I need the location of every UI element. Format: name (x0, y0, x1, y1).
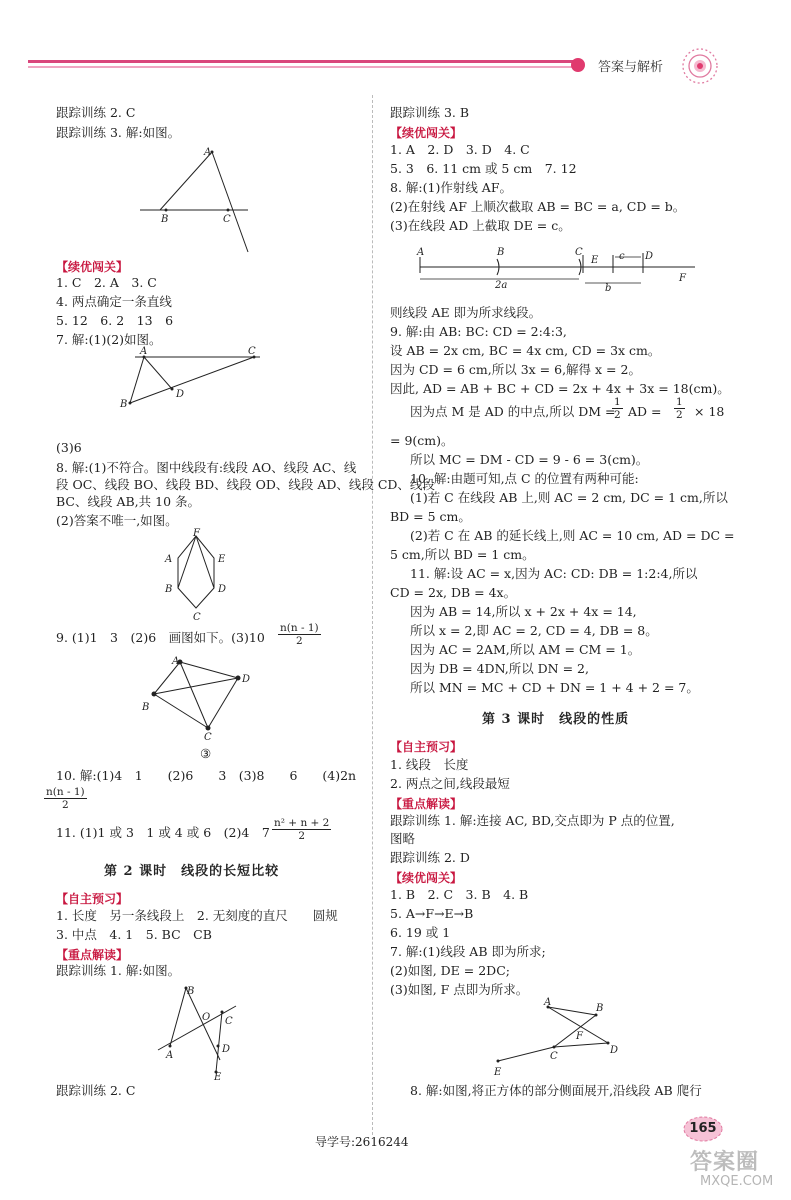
answer-line: 因为 AB = 14,所以 x + 2x + 4x = 14, (410, 604, 637, 619)
answer-line: 跟踪训练 2. C (56, 1083, 136, 1098)
svg-text:2a: 2a (495, 280, 508, 291)
answer-line: 跟踪训练 3. 解:如图。 (56, 125, 181, 140)
svg-text:C: C (225, 1016, 233, 1027)
answer-line: 3. 中点 4. 1 5. BC CB (56, 927, 212, 942)
figure-label: ③ (200, 746, 212, 761)
section-tag: 【续优闯关】 (390, 126, 463, 140)
answer-line: 8. 解:(1)作射线 AF。 (390, 180, 512, 195)
svg-text:A: A (140, 346, 148, 357)
fraction: $\frac{1}{2}$ (676, 396, 683, 421)
answer-line: (2)若 C 在 AB 的延长线上,则 AC = 10 cm, AD = DC = (410, 528, 735, 543)
svg-text:b: b (605, 283, 612, 293)
answer-line: BC、线段 AB,共 10 条。 (56, 494, 200, 509)
section-tag: 【重点解读】 (56, 948, 129, 962)
answer-line: 跟踪训练 1. 解:连接 AC, BD,交点即为 P 点的位置, (390, 813, 675, 828)
watermark-url: MXQE.COM (700, 1174, 774, 1189)
lesson-heading: 第 3 课时 线段的性质 (482, 712, 630, 727)
answer-line: (3)6 (56, 440, 82, 455)
svg-text:D: D (242, 674, 251, 685)
svg-text:B: B (161, 214, 169, 225)
section-tag: 【自主预习】 (56, 892, 129, 906)
svg-text:B: B (142, 702, 150, 713)
answer-line: 4. 两点确定一条直线 (56, 294, 172, 309)
svg-text:D: D (176, 389, 185, 400)
svg-text:B: B (187, 986, 195, 997)
fraction: $\frac{n(n - 1)}{2}$ (46, 786, 85, 811)
flower-logo-icon (678, 44, 722, 88)
svg-text:F: F (576, 1031, 583, 1042)
answer-line: 跟踪训练 3. B (390, 105, 470, 120)
triangle-figure (130, 140, 270, 255)
answer-line: (1)若 C 在线段 AB 上,则 AC = 2 cm, DC = 1 cm,所以 (410, 490, 728, 505)
answer-line: 设 AB = 2x cm, BC = 4x cm, CD = 3x cm。 (390, 343, 661, 358)
svg-text:E: E (591, 255, 599, 266)
svg-text:B: B (596, 1003, 604, 1014)
answer-line: 因此, AD = AB + BC + CD = 2x + 4x + 3x = 18(cm)。 (390, 381, 730, 396)
answer-line: 8. 解:(1)不符合。图中线段有:线段 AO、线段 AC、线 (56, 460, 357, 475)
answer-line: 因为 AC = 2AM,所以 AM = CM = 1。 (410, 642, 641, 657)
guide-number: 导学号:2616244 (315, 1135, 409, 1149)
svg-text:C: C (575, 247, 583, 258)
hexagon-figure (160, 528, 235, 620)
answer-line: 跟踪训练 1. 解:如图。 (56, 963, 181, 978)
answer-line: 11. (1)1 或 3 1 或 4 或 6 (2)4 7 (56, 825, 270, 840)
answer-line: (2)如图, DE = 2DC; (390, 963, 510, 978)
answer-line: 段 OC、线段 BO、线段 BD、线段 OD、线段 AD、线段 CD、线段 (56, 477, 435, 492)
header-title: 答案与解析 (598, 60, 664, 75)
page-number: 165 (689, 1121, 717, 1136)
answer-line: 5 cm,所以 BD = 1 cm。 (390, 547, 535, 562)
svg-text:A: A (544, 997, 552, 1008)
svg-text:A: A (165, 554, 173, 565)
answer-line: 1. A 2. D 3. D 4. C (390, 142, 530, 157)
watermark-logo: 答案圈 (690, 1150, 760, 1175)
svg-text:C: C (223, 214, 231, 225)
section-tag: 【自主预习】 (390, 740, 463, 754)
fraction: $\frac{n(n - 1)}{2}$ (280, 622, 319, 647)
answer-line: 8. 解:如图,将正方体的部分侧面展开,沿线段 AB 爬行 (410, 1083, 702, 1098)
svg-text:F: F (679, 273, 686, 284)
svg-text:C: C (193, 612, 201, 620)
answer-line: × 18 (694, 404, 725, 419)
header-dot (571, 58, 585, 72)
answer-line: (3)如图, F 点即为所求。 (390, 982, 529, 997)
answer-line: BD = 5 cm。 (390, 509, 471, 524)
page-number-badge (683, 1116, 723, 1142)
answer-line: 所以 MN = MC + CD + DN = 1 + 4 + 2 = 7。 (410, 680, 699, 695)
svg-text:E: E (494, 1067, 502, 1078)
svg-text:A: A (204, 147, 212, 158)
answer-line: 所以 MC = DM - CD = 9 - 6 = 3(cm)。 (410, 452, 649, 467)
svg-text:D: D (218, 584, 227, 595)
answer-line: 11. 解:设 AC = x,因为 AC: CD: DB = 1:2:4,所以 (410, 566, 698, 581)
answer-line: 跟踪训练 2. D (390, 850, 470, 865)
answer-line: 9. (1)1 3 (2)6 画图如下。(3)10 (56, 630, 265, 645)
svg-text:E: E (214, 1072, 222, 1080)
svg-text:C: C (248, 346, 256, 357)
answer-line: AD = (628, 404, 662, 419)
header-rule (28, 60, 573, 70)
answer-line: 则线段 AE 即为所求线段。 (390, 305, 542, 320)
answer-line: 1. 线段 长度 (390, 757, 469, 772)
answer-line: 7. 解:(1)(2)如图。 (56, 332, 162, 347)
svg-text:C: C (550, 1051, 558, 1062)
answer-line: 因为 CD = 6 cm,所以 3x = 6,解得 x = 2。 (390, 362, 641, 377)
svg-text:D: D (645, 251, 654, 262)
section-tag: 【续优闯关】 (390, 871, 463, 885)
answer-line: (2)答案不唯一,如图。 (56, 513, 178, 528)
answer-line: (2)在射线 AF 上顺次截取 AB = BC = a, CD = b。 (390, 199, 686, 214)
svg-text:A: A (172, 656, 180, 667)
answer-line: 5. 12 6. 2 13 6 (56, 313, 174, 328)
svg-text:F: F (193, 528, 200, 539)
answer-line: 10. 解:(1)4 1 (2)6 3 (3)8 6 (4)2n (56, 768, 357, 783)
quadrilateral-figure (140, 652, 255, 742)
path-figure (488, 995, 628, 1085)
answer-line: 所以 x = 2,即 AC = 2, CD = 4, DB = 8。 (410, 623, 658, 638)
answer-line: 因为 DB = 4DN,所以 DN = 2, (410, 661, 589, 676)
answer-line: 1. B 2. C 3. B 4. B (390, 887, 529, 902)
answer-line: (3)在线段 AD 上截取 DE = c。 (390, 218, 571, 233)
answer-line: CD = 2x, DB = 4x。 (390, 585, 517, 600)
svg-text:c: c (619, 251, 625, 262)
svg-text:B: B (165, 584, 173, 595)
answer-line: 9. 解:由 AB: BC: CD = 2:4:3, (390, 324, 567, 339)
answer-line: 7. 解:(1)线段 AB 即为所求; (390, 944, 546, 959)
intersecting-lines-figure (150, 980, 250, 1080)
svg-text:O: O (202, 1012, 211, 1023)
answer-line: 1. 长度 另一条线段上 2. 无刻度的直尺 圆规 (56, 908, 338, 923)
svg-text:A: A (166, 1050, 174, 1061)
answer-line: = 9(cm)。 (390, 433, 454, 448)
answer-line: 6. 19 或 1 (390, 925, 451, 940)
column-divider (372, 95, 373, 1135)
answer-line: 5. A→F→E→B (390, 906, 474, 921)
svg-text:B: B (497, 247, 505, 258)
fraction: $\frac{1}{2}$ (614, 396, 621, 421)
section-tag: 【续优闯关】 (56, 260, 129, 274)
lesson-heading: 第 2 课时 线段的长短比较 (104, 864, 280, 879)
answer-line: 图略 (390, 831, 416, 846)
answer-line: 2. 两点之间,线段最短 (390, 776, 510, 791)
line-points-figure (110, 345, 270, 415)
svg-text:E: E (218, 554, 226, 565)
svg-text:C: C (204, 732, 212, 742)
svg-text:A: A (417, 247, 425, 258)
section-tag: 【重点解读】 (390, 797, 463, 811)
ray-construction-figure (405, 243, 705, 293)
svg-text:B: B (120, 399, 128, 410)
answer-line: 跟踪训练 2. C (56, 105, 136, 120)
fraction: $\frac{\text{n² + n + 2}}{2}$ (274, 817, 330, 842)
answer-line: 10. 解:由题可知,点 C 的位置有两种可能: (410, 471, 639, 486)
answer-line: 1. C 2. A 3. C (56, 275, 157, 290)
answer-line: 因为点 M 是 AD 的中点,所以 DM = (410, 404, 616, 419)
svg-text:D: D (222, 1044, 231, 1055)
svg-text:D: D (610, 1045, 619, 1056)
answer-line: 5. 3 6. 11 cm 或 5 cm 7. 12 (390, 161, 577, 176)
